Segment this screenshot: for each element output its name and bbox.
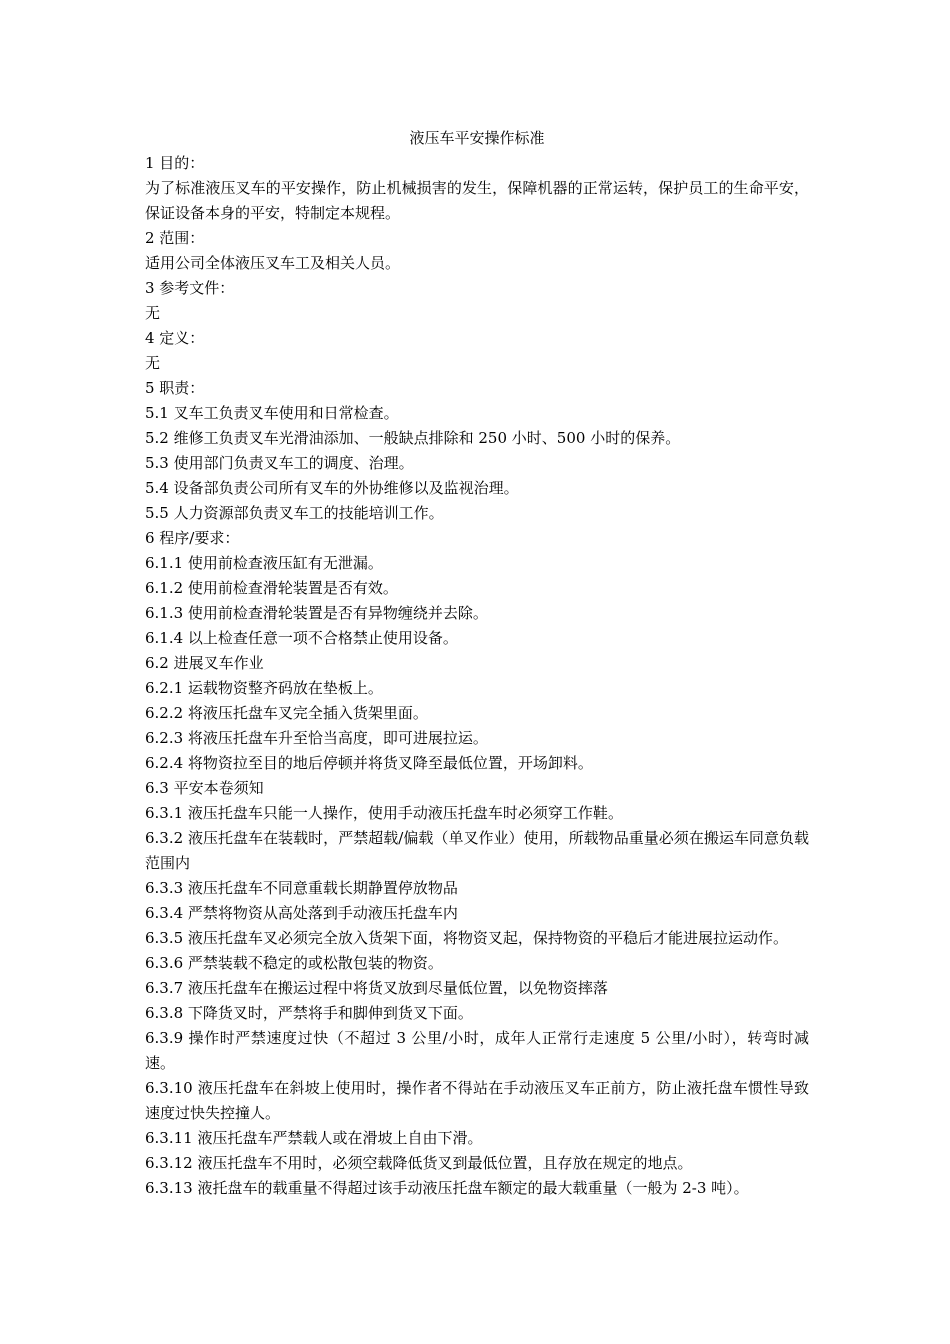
document-paragraph: 无 [145,304,161,322]
document-paragraph: 无 [145,354,161,372]
document-paragraph: 4 定义： [145,329,205,347]
document-paragraph: 6.3.11 液压托盘车严禁载人或在滑坡上自由下滑。 [145,1129,483,1147]
document-paragraph: 6.2 进展叉车作业 [145,654,264,672]
document-paragraph: 6.3.6 严禁装载不稳定的或松散包装的物资。 [145,954,443,972]
document-paragraph: 6.3.5 液压托盘车叉必须完全放入货架下面，将物资叉起，保持物资的平稳后才能进展拉运动作。 [145,929,788,947]
document-body [145,151,809,1201]
document-paragraph: 6 程序/要求： [145,529,240,547]
document-paragraph: 5.3 使用部门负责叉车工的调度、治理。 [145,454,414,472]
document-paragraph: 适用公司全体液压叉车工及相关人员。 [145,254,401,272]
document-paragraph: 6.1.4 以上检查任意一项不合格禁止使用设备。 [145,629,458,647]
document-paragraph: 6.1.2 使用前检查滑轮装置是否有效。 [145,579,398,597]
document-paragraph: 6.3.8 下降货叉时，严禁将手和脚伸到货叉下面。 [145,1004,473,1022]
document-paragraph: 6.2.3 将液压托盘车升至恰当高度，即可进展拉运。 [145,729,488,747]
document-paragraph: 6.3.1 液压托盘车只能一人操作，使用手动液压托盘车时必须穿工作鞋。 [145,804,623,822]
document-paragraph: 6.3.4 严禁将物资从高处落到手动液压托盘车内 [145,904,458,922]
document-paragraph: 5.5 人力资源部负责叉车工的技能培训工作。 [145,504,444,522]
document-paragraph: 6.3.12 液压托盘车不用时，必须空载降低货叉到最低位置，且存放在规定的地点。 [145,1154,693,1172]
document-paragraph: 2 范围： [145,229,205,247]
document-paragraph: 6.2.4 将物资拉至目的地后停顿并将货叉降至最低位置，开场卸料。 [145,754,593,772]
document-paragraph: 6.2.2 将液压托盘车叉完全插入货架里面。 [145,704,428,722]
document-paragraph: 6.3.2 液压托盘车在装载时，严禁超载/偏载（单叉作业）使用，所载物品重量必须在搬运车同意负载范围内 [145,829,809,872]
document-paragraph: 6.3.13 液托盘车的载重量不得超过该手动液压托盘车额定的最大载重量（一般为 2-3 吨）。 [145,1179,749,1197]
document-paragraph: 6.3.7 液压托盘车在搬运过程中将货叉放到尽量低位置，以免物资摔落 [145,979,608,997]
document-page [145,126,809,1201]
document-title: 液压车平安操作标准 [409,129,545,147]
document-paragraph: 5 职责： [145,379,205,397]
document-paragraph: 1 目的： [145,154,205,172]
document-paragraph: 5.1 叉车工负责叉车使用和日常检查。 [145,404,399,422]
document-paragraph: 6.3.3 液压托盘车不同意重载长期静置停放物品 [145,879,458,897]
document-paragraph: 5.2 维修工负责叉车光滑油添加、一般缺点排除和 250 小时、500 小时的保养。 [145,429,681,447]
document-paragraph: 6.3.10 液压托盘车在斜坡上使用时，操作者不得站在手动液压叉车正前方，防止液托盘车惯性导致速度过快失控撞人。 [145,1079,809,1122]
document-paragraph: 6.3 平安本卷须知 [145,779,264,797]
document-paragraph: 为了标准液压叉车的平安操作，防止机械损害的发生，保障机器的正常运转，保护员工的生命平安，保证设备本身的平安，特制定本规程。 [145,179,809,222]
document-paragraph: 5.4 设备部负责公司所有叉车的外协维修以及监视治理。 [145,479,519,497]
document-paragraph: 6.2.1 运载物资整齐码放在垫板上。 [145,679,383,697]
document-paragraph: 6.3.9 操作时严禁速度过快（不超过 3 公里/小时，成年人正常行走速度 5 公里/小时），转弯时减速。 [145,1029,809,1072]
document-paragraph: 3 参考文件： [145,279,235,297]
document-paragraph: 6.1.3 使用前检查滑轮装置是否有异物缠绕并去除。 [145,604,488,622]
document-paragraph: 6.1.1 使用前检查液压缸有无泄漏。 [145,554,383,572]
